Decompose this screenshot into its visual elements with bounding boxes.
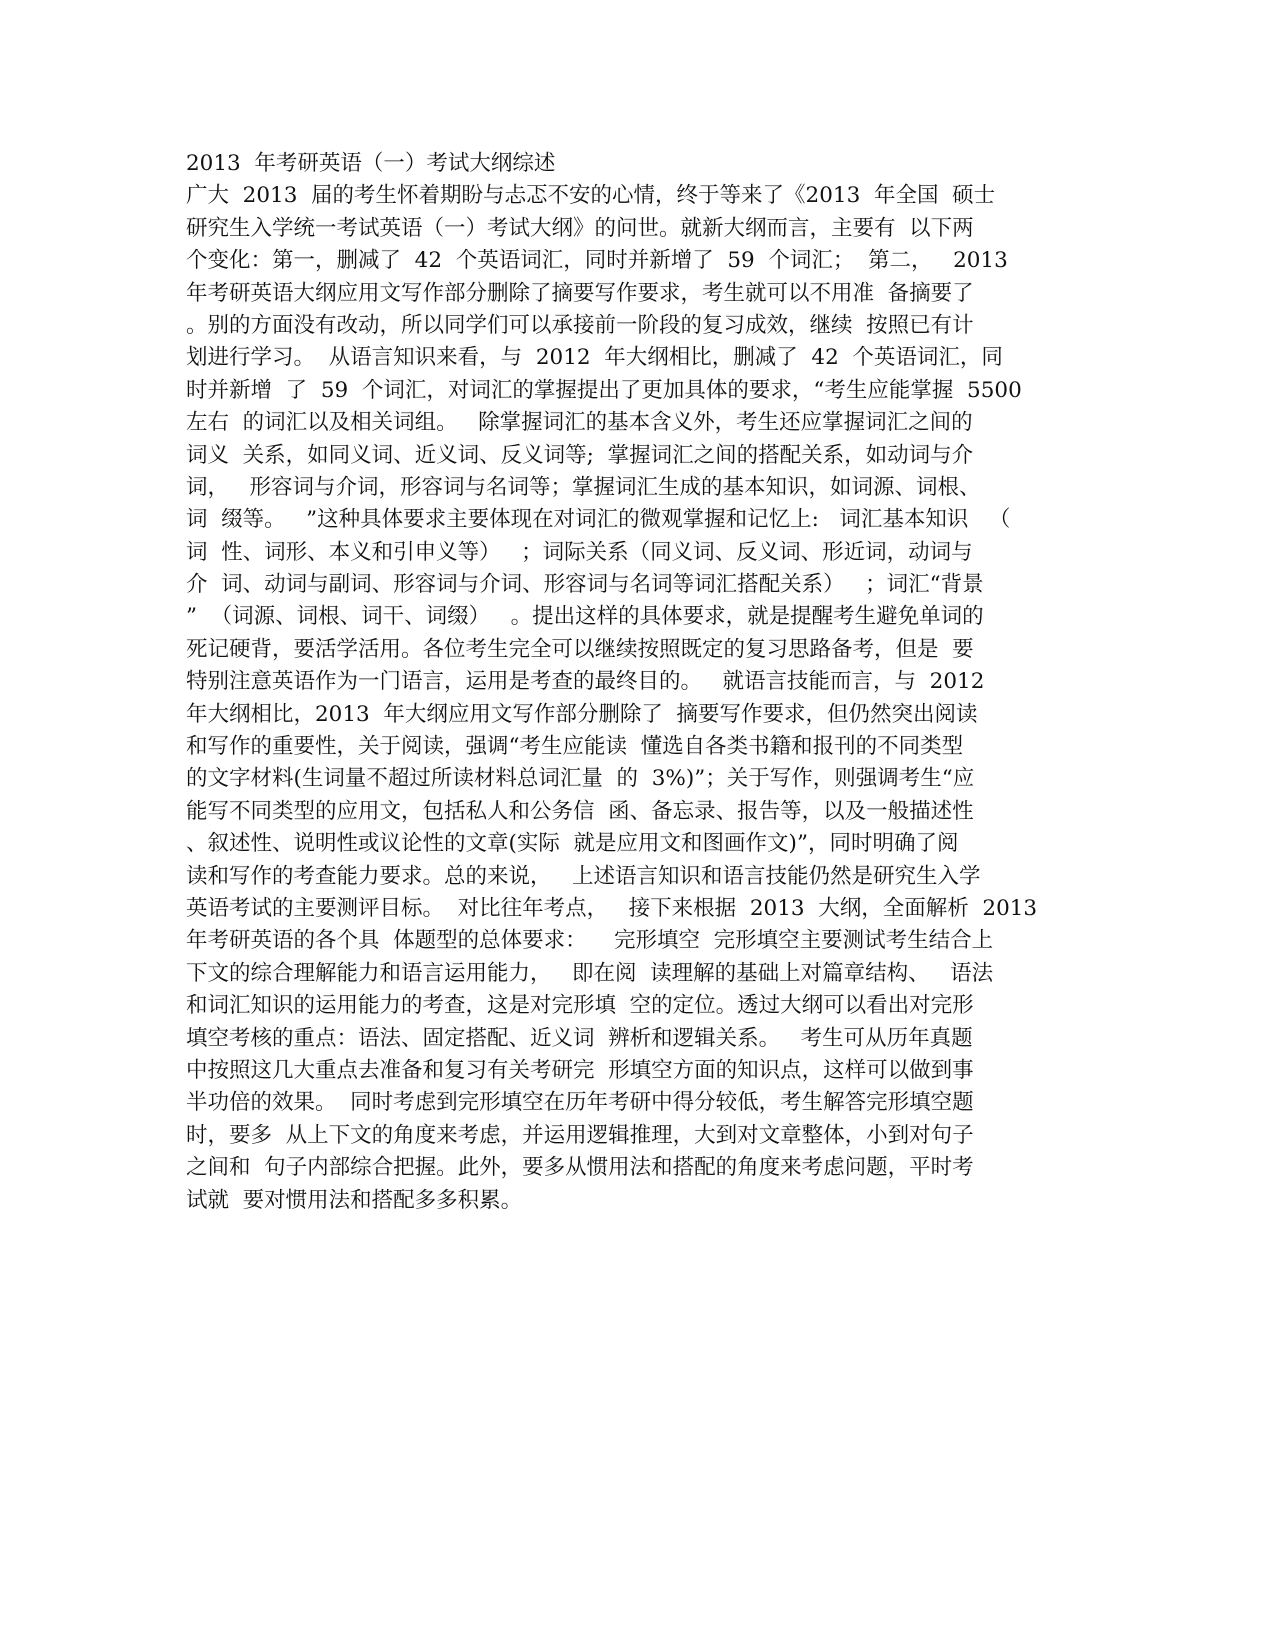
- text-line: 左右 的词汇以及相关词组。 除掌握词汇的基本含义外，考生还应掌握词汇之间的: [186, 410, 973, 436]
- text-line: 和写作的重要性，关于阅读，强调“考生应能读 懂选自各类书籍和报刊的不同类型: [186, 734, 964, 760]
- text-line: 时并新增 了 59 个词汇，对词汇的掌握提出了更加具体的要求，“考生应能掌握 5500: [186, 377, 1022, 403]
- text-line: 划进行学习。 从语言知识来看，与 2012 年大纲相比，删减了 42 个英语词汇，同: [186, 345, 1003, 371]
- text-line: 和词汇知识的运用能力的考查，这是对完形填 空的定位。透过大纲可以看出对完形: [186, 993, 974, 1019]
- text-line: 研究生入学统一考试英语（一）考试大纲》的问世。就新大纲而言，主要有 以下两: [186, 215, 974, 241]
- text-line: 英语考试的主要测评目标。 对比往年考点， 接下来根据 2013 大纲，全面解析 2013: [186, 895, 1038, 921]
- text-line: 试就 要对惯用法和搭配多多积累。: [186, 1187, 523, 1213]
- text-line: 词， 形容词与介词，形容词与名词等；掌握词汇生成的基本知识，如词源、词根、: [186, 474, 981, 500]
- text-line: 时，要多 从上下文的角度来考虑，并运用逻辑推理，大到对文章整体，小到对句子: [186, 1122, 974, 1148]
- text-line: 中按照这几大重点去准备和复习有关考研完 形填空方面的知识点，这样可以做到事: [186, 1057, 974, 1083]
- text-line: 能写不同类型的应用文，包括私人和公务信 函、备忘录、报告等，以及一般描述性: [186, 798, 974, 824]
- text-line: 的文字材料(生词量不超过所读材料总词汇量 的 3%)”；关于写作，则强调考生“应: [186, 766, 975, 792]
- text-line: ” （词源、词根、词干、词缀） 。提出这样的具体要求，就是提醒考生避免单词的: [186, 604, 984, 630]
- text-line: 个变化：第一，删减了 42 个英语词汇，同时并新增了 59 个词汇； 第二， 2013: [186, 248, 1008, 274]
- text-line: 特别注意英语作为一门语言，运用是考查的最终目的。 就语言技能而言，与 2012: [186, 669, 985, 695]
- text-line: 广大 2013 届的考生怀着期盼与忐忑不安的心情，终于等来了《2013 年全国 硕士: [186, 183, 996, 209]
- text-line: 年大纲相比，2013 年大纲应用文写作部分删除了 摘要写作要求，但仍然突出阅读: [186, 701, 978, 727]
- text-line: 半功倍的效果。 同时考虑到完形填空在历年考研中得分较低，考生解答完形填空题: [186, 1090, 974, 1116]
- document-title: 2013 年考研英语（一）考试大纲综述: [186, 151, 556, 176]
- text-line: 填空考核的重点：语法、固定搭配、近义词 辨析和逻辑关系。 考生可从历年真题: [186, 1025, 973, 1051]
- text-line: 死记硬背，要活学活用。各位考生完全可以继续按照既定的复习思路备考，但是 要: [186, 636, 974, 662]
- text-line: 词 性、词形、本义和引申义等） ；词际关系（同义词、反义词、形近词，动词与: [186, 539, 973, 565]
- text-line: 之间和 句子内部综合把握。此外，要多从惯用法和搭配的角度来考虑问题，平时考: [186, 1155, 974, 1181]
- text-line: 介 词、动词与副词、形容词与介词、形容词与名词等词汇搭配关系） ；词汇“背景: [186, 572, 984, 598]
- text-line: 年考研英语的各个具 体题型的总体要求： 完形填空 完形填空主要测试考生结合上: [186, 928, 994, 954]
- text-line: 词 缀等。 ”这种具体要求主要体现在对词汇的微观掌握和记忆上: 词汇基本知识 （: [186, 507, 1011, 533]
- document-body: [186, 148, 1091, 1217]
- text-line: 、叙述性、说明性或议论性的文章(实际 就是应用文和图画作文)”，同时明确了阅: [186, 831, 959, 857]
- text-line: 。别的方面没有改动，所以同学们可以承接前一阶段的复习成效，继续 按照已有计: [186, 312, 974, 338]
- text-line: 词义 关系，如同义词、近义词、反义词等; 掌握词汇之间的搭配关系，如动词与介: [186, 442, 974, 468]
- text-line: 下文的综合理解能力和语言运用能力， 即在阅 读理解的基础上对篇章结构、 语法: [186, 960, 994, 986]
- text-line: 读和写作的考查能力要求。总的来说， 上述语言知识和语言技能仍然是研究生入学: [186, 863, 981, 889]
- text-line: 年考研英语大纲应用文写作部分删除了摘要写作要求，考生就可以不用准 备摘要了: [186, 280, 974, 306]
